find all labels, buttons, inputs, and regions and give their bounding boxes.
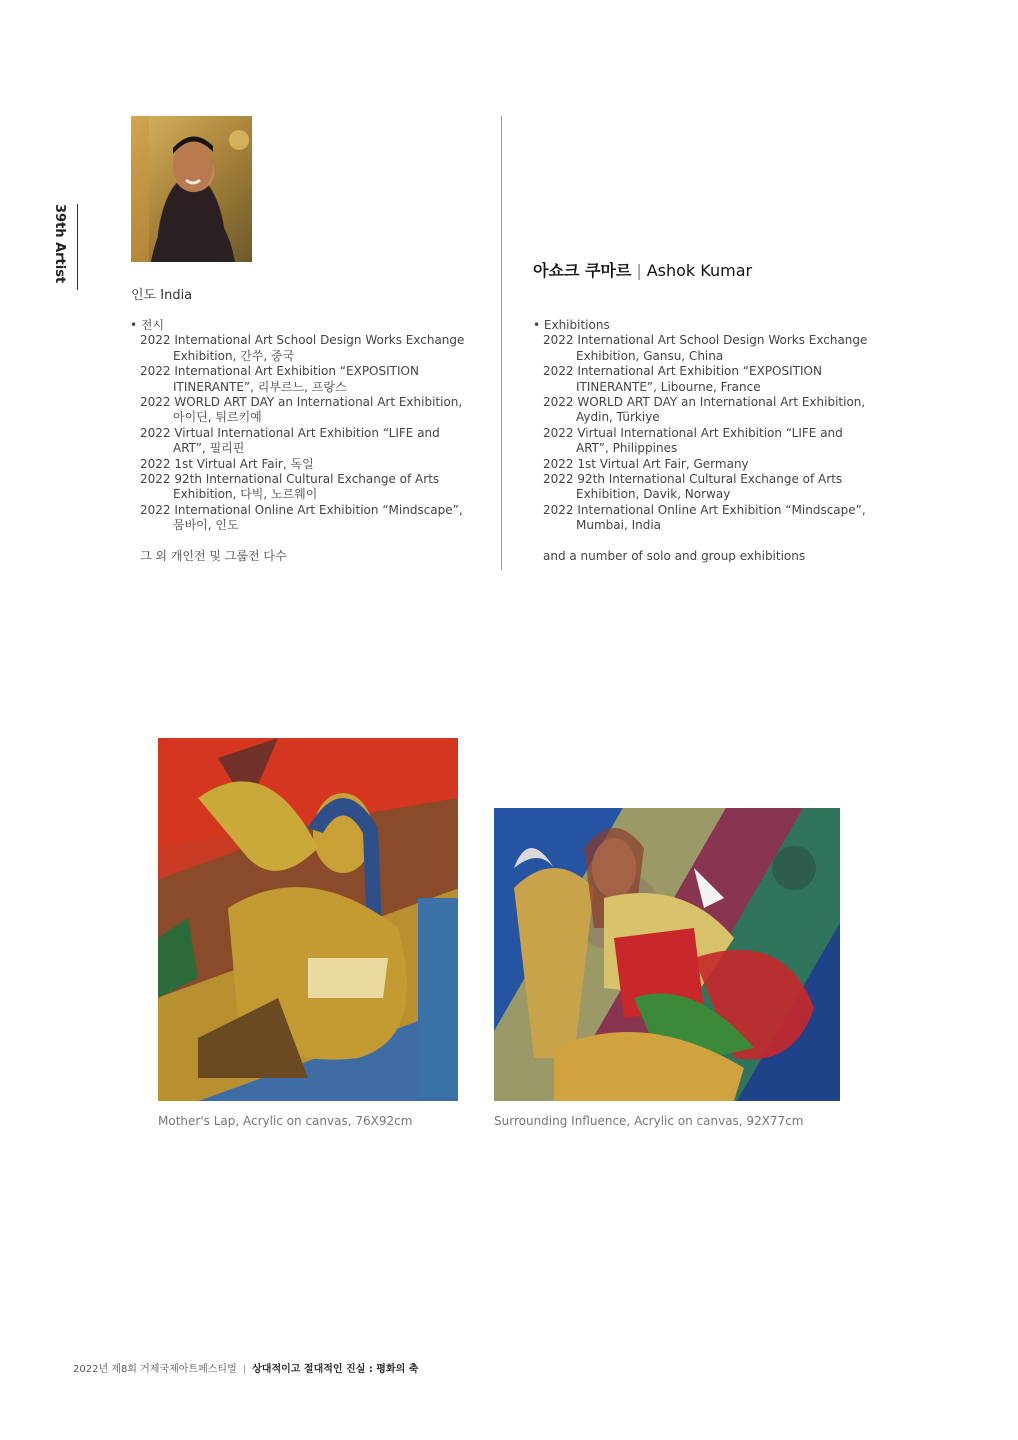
- exhibition-item: 2022 1st Virtual Art Fair, Germany: [543, 456, 749, 471]
- exhibition-item: 2022 International Art School Design Works Exchange Exhibition, Gansu, China: [543, 333, 868, 363]
- exhibition-item: 2022 International Online Art Exhibition “Mindscape”, Mumbai, India: [543, 502, 866, 533]
- artist-name-english: Ashok Kumar: [646, 261, 753, 280]
- artist-country: 인도 India: [131, 288, 193, 303]
- exhibition-list-korean: [130, 333, 475, 533]
- artwork-caption-surrounding-influence: Surrounding Influence, Acrylic on canvas, 92X77cm: [494, 1114, 804, 1128]
- exhibition-item: 2022 92th International Cultural Exchange of Arts Exhibition, Davik, Norway: [543, 472, 843, 502]
- artist-number: 39th Artist: [52, 204, 67, 284]
- title-divider: |: [636, 261, 642, 280]
- artist-name-korean: 아쇼크 쿠마르: [533, 261, 632, 280]
- exhibitions-heading-korean: • 전시: [130, 318, 165, 332]
- artwork-surrounding-influence: [494, 808, 840, 1101]
- exhibition-item: 2022 92th International Cultural Exchange of Arts Exhibition, 다빅, 노르웨이: [140, 472, 440, 502]
- column-divider: [501, 116, 502, 570]
- footer-divider: |: [242, 1364, 247, 1375]
- exhibitions-korean: [130, 318, 475, 564]
- exhibition-list-english: [533, 333, 878, 533]
- exhibition-item: 2022 International Art School Design Works Exchange Exhibition, 간쑤, 중국: [140, 333, 465, 363]
- exhibitions-english: [533, 318, 878, 564]
- footer-festival: 2022년 제8회 거제국제아트페스티벌: [73, 1364, 237, 1375]
- artwork-surrounding-influence-illustration: [494, 808, 840, 1101]
- exhibition-item: 2022 1st Virtual Art Fair, 독일: [140, 456, 314, 471]
- exhibition-item: 2022 International Art Exhibition “EXPOSITION ITINERANTE”, Libourne, France: [543, 364, 822, 394]
- artwork-mothers-lap-illustration: [158, 738, 458, 1101]
- page-footer: [73, 1360, 418, 1375]
- exhibition-item: 2022 WORLD ART DAY an International Art Exhibition, 아이딘, 튀르키예: [140, 395, 463, 425]
- portrait-illustration: [131, 116, 252, 262]
- exhibitions-heading-english: • Exhibitions: [533, 318, 610, 332]
- artwork-caption-mothers-lap: Mother's Lap, Acrylic on canvas, 76X92cm: [158, 1114, 413, 1128]
- side-label: [50, 204, 80, 290]
- artwork-mothers-lap: [158, 738, 458, 1101]
- exhibition-item: 2022 International Art Exhibition “EXPOSITION ITINERANTE”, 리부르느, 프랑스: [140, 364, 419, 394]
- exhibition-item: 2022 Virtual International Art Exhibition “LIFE and ART”, Philippines: [543, 425, 843, 456]
- exhibition-item: 2022 WORLD ART DAY an International Art Exhibition, Aydin, Türkiye: [543, 395, 866, 425]
- exhibitions-closing-korean: 그 외 개인전 및 그룹전 다수: [140, 548, 287, 563]
- side-label-rule: [77, 204, 78, 290]
- footer-theme: 상대적이고 절대적인 진실 : 평화의 축: [252, 1364, 419, 1375]
- exhibition-item: 2022 International Online Art Exhibition “Mindscape”, 뭄바이, 인도: [140, 502, 463, 533]
- exhibitions-closing-english: and a number of solo and group exhibitions: [543, 548, 806, 563]
- artist-title: [533, 258, 752, 281]
- artist-portrait: [131, 116, 252, 262]
- exhibition-item: 2022 Virtual International Art Exhibition “LIFE and ART”, 필리핀: [140, 425, 440, 456]
